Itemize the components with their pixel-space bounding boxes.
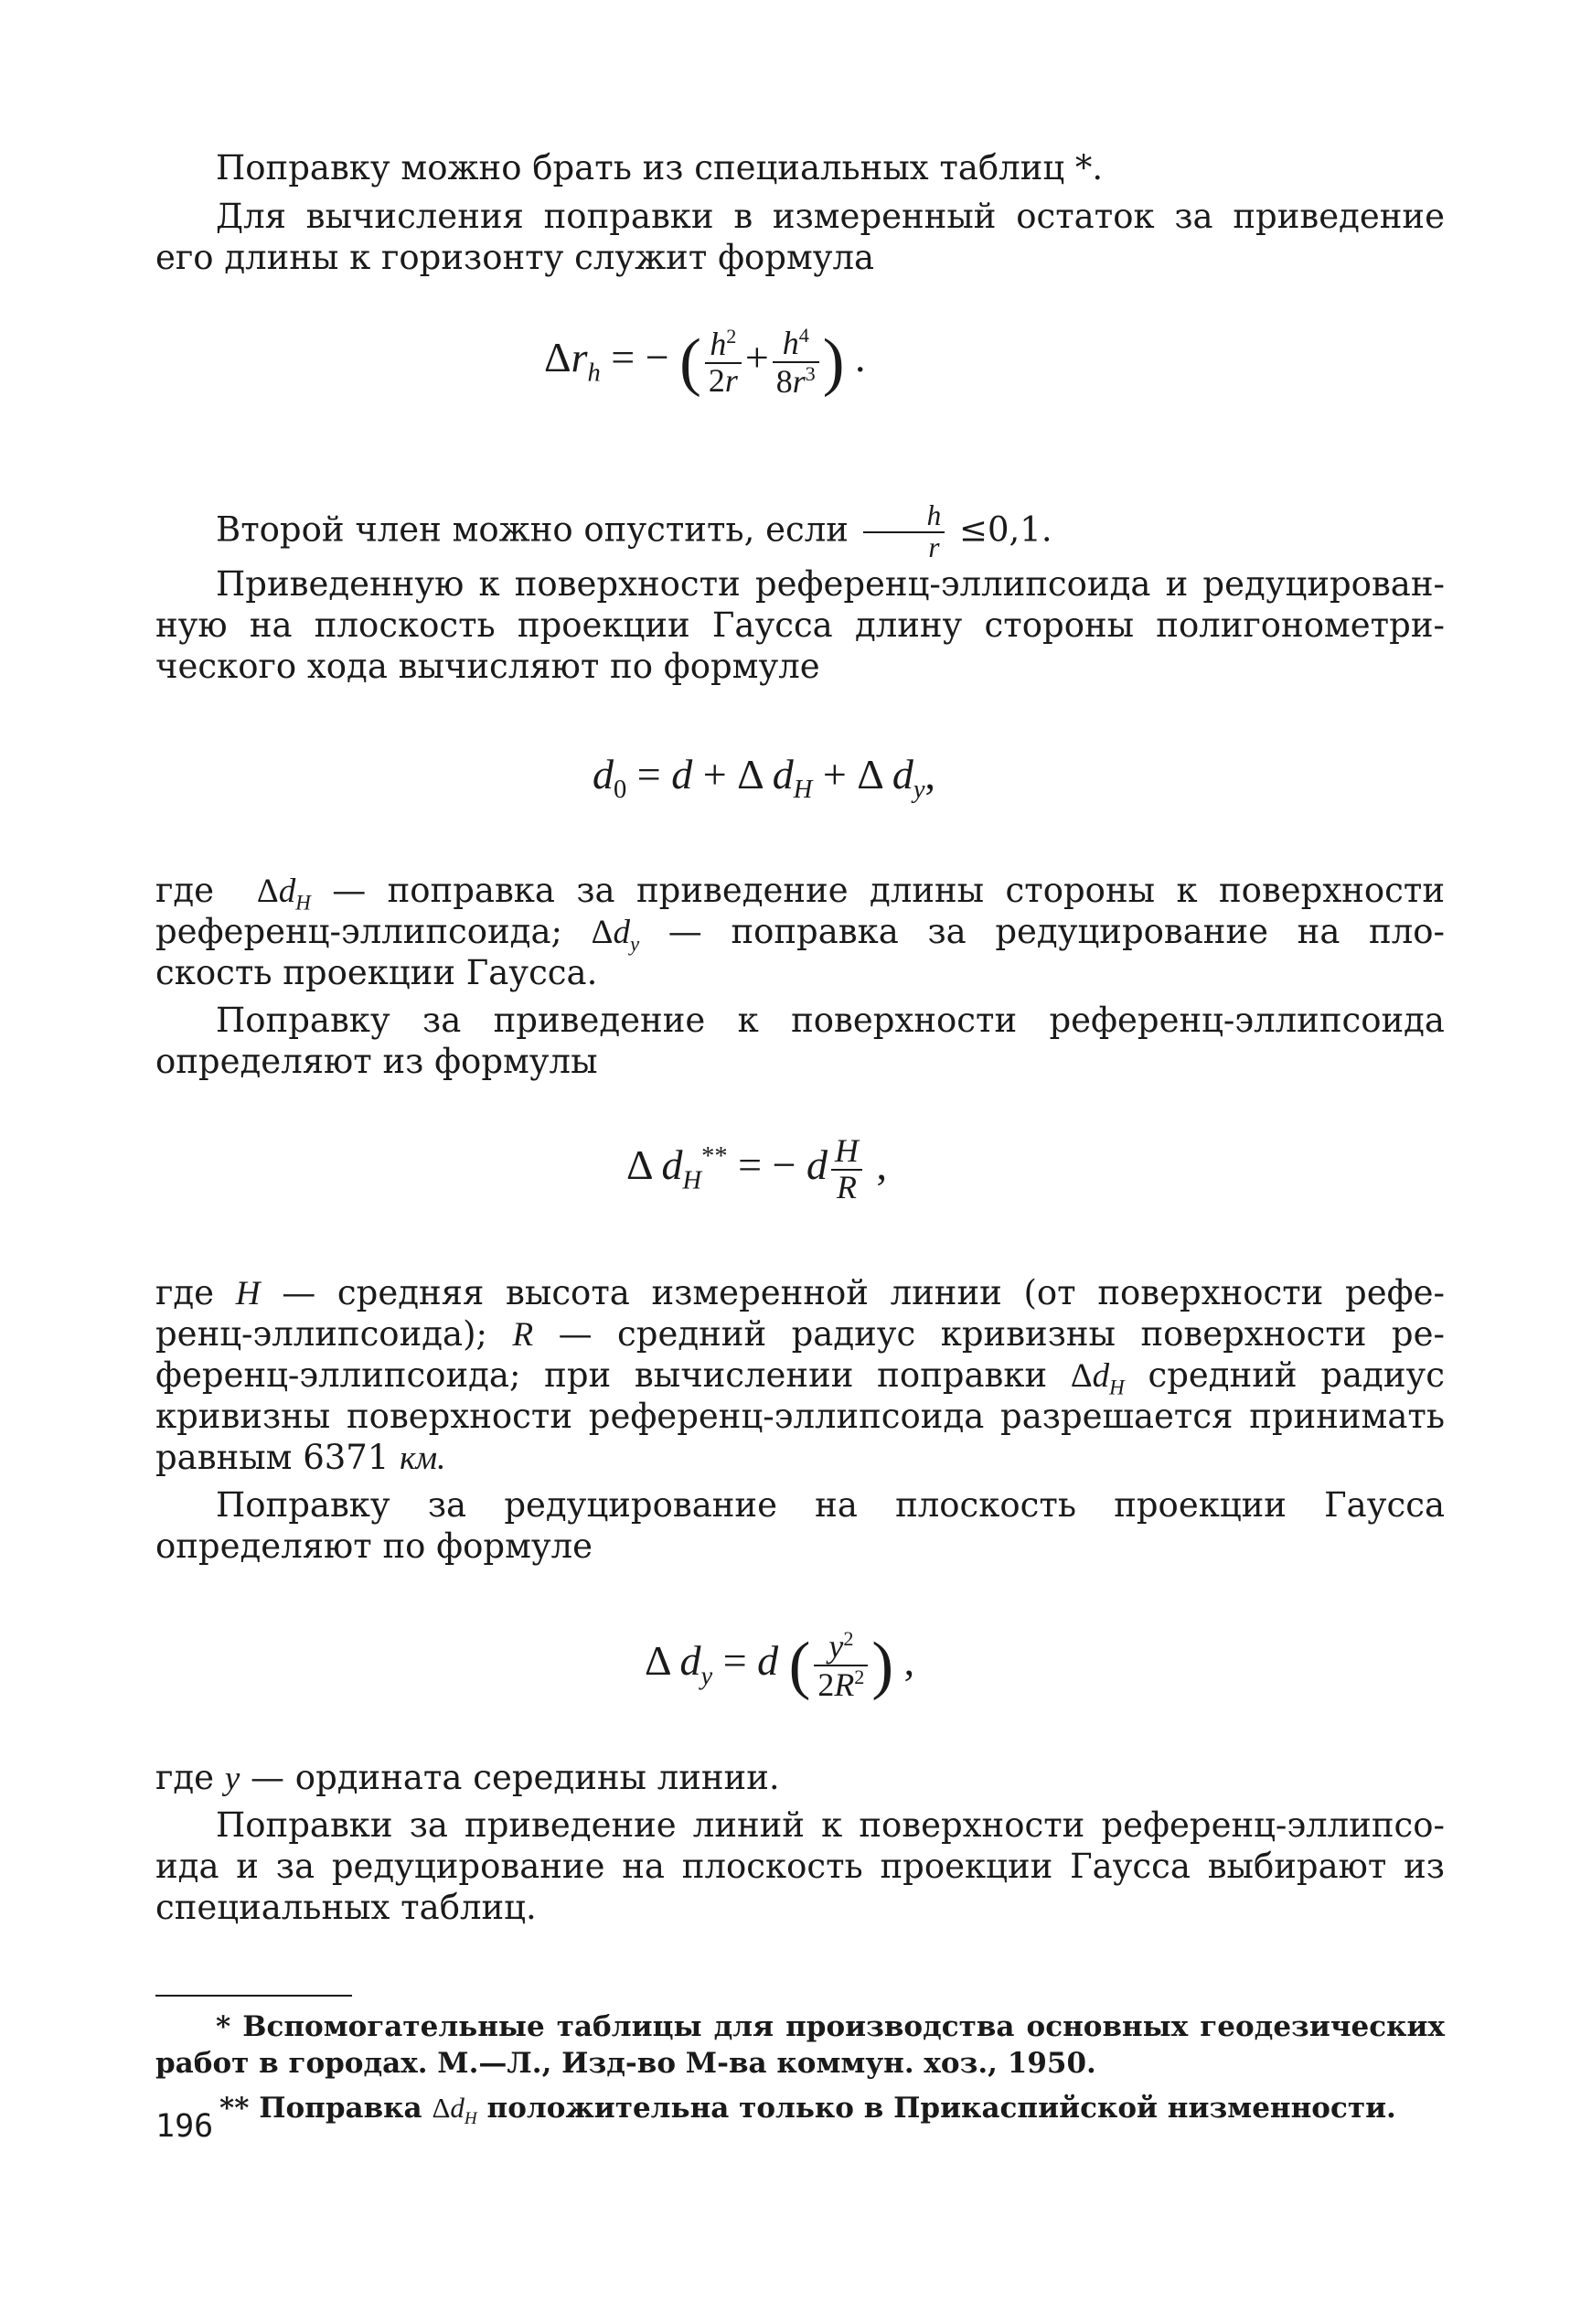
paragraph-2-line: его длины к горизонту служит формула (155, 238, 875, 277)
paragraph-1-line: Поправку можно брать из специальных таблиц *. (216, 148, 1104, 187)
paragraph-5-line: где H — средняя высота измеренной линии (от поверхности рефе- (155, 1273, 1445, 1312)
paragraph-8-line: специальных таблиц. (155, 1888, 537, 1927)
paragraph-2-line: Для вычисления поправки в измеренный остаток за приведение (216, 197, 1445, 236)
definition-line: референц-эллипсоида; $\Delta d_y$ — поправка за редуцирование на пло- (155, 912, 1445, 956)
paragraph-6-line: Поправку за редуцирование на плоскость проекции Гаусса (216, 1485, 1445, 1525)
condition-line: Второй член можно опустить, если $\frac{h}{r}$ ≤0,1. (216, 499, 1052, 563)
paragraph-8-line: ида и за редуцирование на плоскость проекции Гаусса выбирают из (155, 1847, 1445, 1886)
paragraph-6-line: определяют по формуле (155, 1526, 593, 1566)
paragraph-5-line: ференц-эллипсоида; при вычислении поправки $\Delta d_H$ средний радиус (155, 1355, 1445, 1399)
definition-line: скость проекции Гаусса. (155, 953, 598, 992)
formula-delta-dy: Δ $d_y = d$ ( $\frac{y^2}{2R^2}$ ) , (645, 1627, 915, 1703)
paragraph-4-line: Поправку за приведение к поверхности референц-эллипсоида (216, 1001, 1445, 1040)
formula-delta-dH: Δ $d_H^{**}$ = − d $\frac{H}{R}$ , (626, 1132, 887, 1205)
footnote-1-line: работ в городах. М.—Л., Изд-во М-ва коммун. хоз., 1950. (155, 2047, 1096, 2080)
paragraph-5-line: кривизны поверхности референц-эллипсоида разрешается принимать (155, 1397, 1445, 1436)
paragraph-3-line: ную на плоскость проекции Гаусса длину стороны полигонометри- (155, 605, 1445, 645)
paragraph-5-line: ренц-эллипсоида); R — средний радиус кривизны поверхности ре- (155, 1314, 1446, 1354)
footnote-2-line: ** Поправка $\Delta d_H$ положительна только в Прикаспийской низменности. (219, 2092, 1396, 2129)
paragraph-8-line: Поправки за приведение линий к поверхности референц-эллипсо- (216, 1805, 1445, 1845)
definition-line: где $\Delta d_H$ — поправка за приведение длины стороны к поверхности (155, 871, 1446, 915)
paragraph-5-line: равным 6371 км. (155, 1438, 446, 1477)
page-number: 196 (155, 2108, 214, 2145)
footnote-divider (155, 1995, 352, 1997)
paragraph-3-line: ческого хода вычисляют по формуле (155, 647, 820, 686)
definition-y-line: где y — ордината середины линии. (155, 1758, 780, 1797)
paragraph-3-line: Приведенную к поверхности референц-эллипсоида и редуцирован- (216, 564, 1445, 604)
formula-d0: $d_0 = d + \Delta$ $d_H + \Delta$ $d_y$, (593, 751, 935, 805)
footnote-1-line: * Вспомогательные таблицы для производства основных геодезических (216, 2010, 1445, 2043)
formula-delta-r-h: $\Delta r_h$ = − ( $\frac{h^2}{2r}$ + $\frac{h^4}{8r^3}$ ) . (544, 324, 866, 400)
paragraph-4-line: определяют из формулы (155, 1042, 598, 1081)
